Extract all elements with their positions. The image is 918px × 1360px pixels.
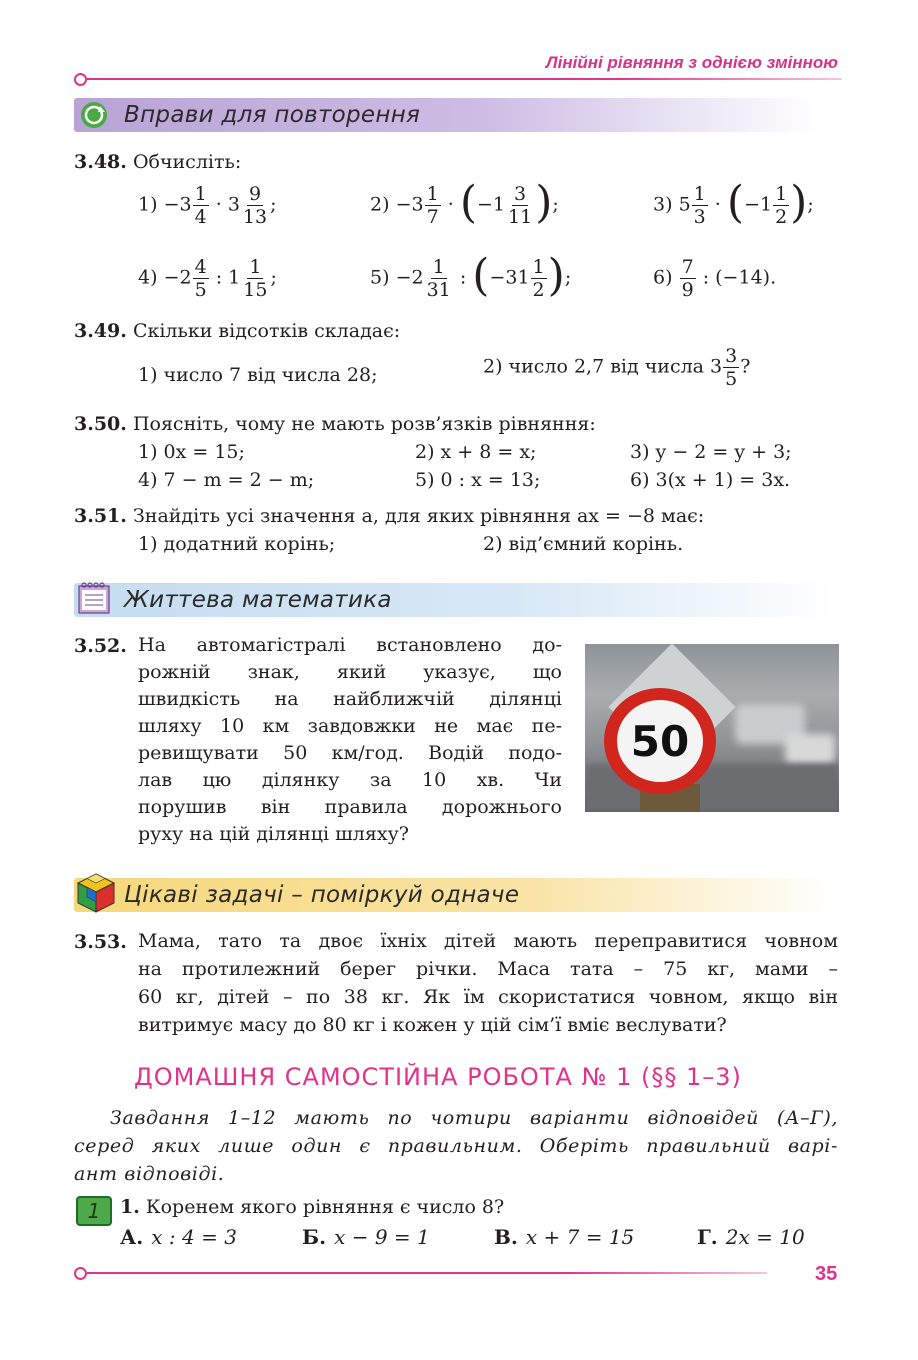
section-title: Цікаві задачі – поміркуй одначе	[124, 882, 520, 908]
expr-2: 2) −3 $\frac{1}{7}$ · (−1 $\frac{3}{11}$ );	[370, 176, 559, 228]
option-g[interactable]: Г. 2x = 10	[697, 1225, 805, 1249]
expr-4: 4) −2 $\frac{4}{5}$ : 1 $\frac{1}{15}$ ;	[138, 256, 277, 301]
car-blur	[785, 734, 835, 764]
problem-3-53-number: 3.53.	[74, 931, 127, 953]
p351-item-2: 2) від’ємний корінь.	[483, 533, 684, 555]
notebook-icon	[76, 580, 112, 616]
page-number: 35	[815, 1263, 838, 1285]
expr-6: 6) $\frac{7}{9}$ : (−14).	[653, 256, 777, 301]
eq-2: 2) x + 8 = x;	[415, 441, 537, 463]
section-band-life	[74, 583, 836, 617]
rule-dot	[74, 73, 87, 86]
homework-title: ДОМАШНЯ САМОСТІЙНА РОБОТА № 1 (§§ 1–3)	[134, 1063, 742, 1091]
road-sign-photo	[585, 644, 839, 812]
eq-6: 6) 3(x + 1) = 3x.	[630, 469, 791, 491]
cycle-icon	[78, 100, 110, 130]
running-title: Лінійні рівняння з однією змінною	[545, 53, 838, 72]
footer-rule	[87, 1272, 767, 1274]
problem-3-52-text: На автомагістралі встановлено до- рожній знак, який указує, що швидкість на найближчій ділянці шляху 10 км завдовжки не має пе- ревищувати 50 км/год. Водій подо- лав цю ділянку за 10 хв. Чи порушив він правила дорожнього руху на цій ділянці шляху?	[138, 634, 562, 845]
expr-3: 3) 5 $\frac{1}{3}$ · (−1 $\frac{1}{2}$ );	[653, 176, 814, 228]
option-v[interactable]: В. x + 7 = 15	[494, 1225, 635, 1249]
eq-1: 1) 0x = 15;	[138, 441, 245, 463]
eq-4: 4) 7 − m = 2 − m;	[138, 469, 315, 491]
task-badge: 1	[76, 1196, 112, 1226]
speed-limit-sign	[595, 686, 725, 796]
p349-item-2: 2) число 2,7 від числа 3 $\frac{3}{5}$ ?	[483, 345, 751, 390]
problem-3-48: 3.48. Обчисліть:	[74, 151, 242, 173]
eq-3: 3) y − 2 = y + 3;	[630, 441, 792, 463]
problem-3-50: 3.50. Поясніть, чому не мають розв’язків рівняння:	[74, 413, 596, 435]
expr-5: 5) −2 $\frac{1}{31}$ : (−31 $\frac{1}{2}$ );	[370, 249, 572, 301]
section-band-fun	[74, 878, 836, 912]
cube-icon	[76, 872, 116, 914]
p349-item-1: 1) число 7 від числа 28;	[138, 364, 378, 386]
p351-item-1: 1) додатний корінь;	[138, 533, 336, 555]
section-band-review	[74, 98, 819, 132]
sign-number: 50	[630, 717, 690, 766]
expr-1: 1) −3 $\frac{1}{4}$ · 3 $\frac{9}{13}$ ;	[138, 183, 277, 228]
option-b[interactable]: Б. x − 9 = 1	[302, 1225, 430, 1249]
section-title: Вправи для повторення	[124, 102, 421, 128]
task-1: 1. Коренем якого рівняння є число 8?	[120, 1196, 505, 1218]
problem-3-52-number: 3.52.	[74, 635, 127, 657]
rule-dot	[74, 1267, 87, 1280]
problem-3-53-text: Мама, тато та двоє їхніх дітей мають переправитися човном на протилежний берег річки. Маса тата – 75 кг, мами – 60 кг, дітей – по 38 кг. Як їм скористатися човном, якщо він витримує масу до 80 кг і кожен у цій сім’ї вміє веслувати?	[138, 930, 838, 1036]
problem-3-51: 3.51. Знайдіть усі значення a, для яких рівняння ax = −8 має:	[74, 505, 705, 527]
option-a[interactable]: А. x : 4 = 3	[120, 1225, 237, 1249]
header-rule	[87, 78, 842, 80]
section-title: Життева математика	[124, 587, 392, 613]
homework-intro: Завдання 1–12 мають по чотири варіанти відповідей (А–Г), серед яких лише один є правильним. Оберіть правильний варі- ант відповіді.	[74, 1107, 838, 1185]
problem-3-49: 3.49. Скільки відсотків складає:	[74, 320, 401, 342]
eq-5: 5) 0 : x = 13;	[415, 469, 541, 491]
